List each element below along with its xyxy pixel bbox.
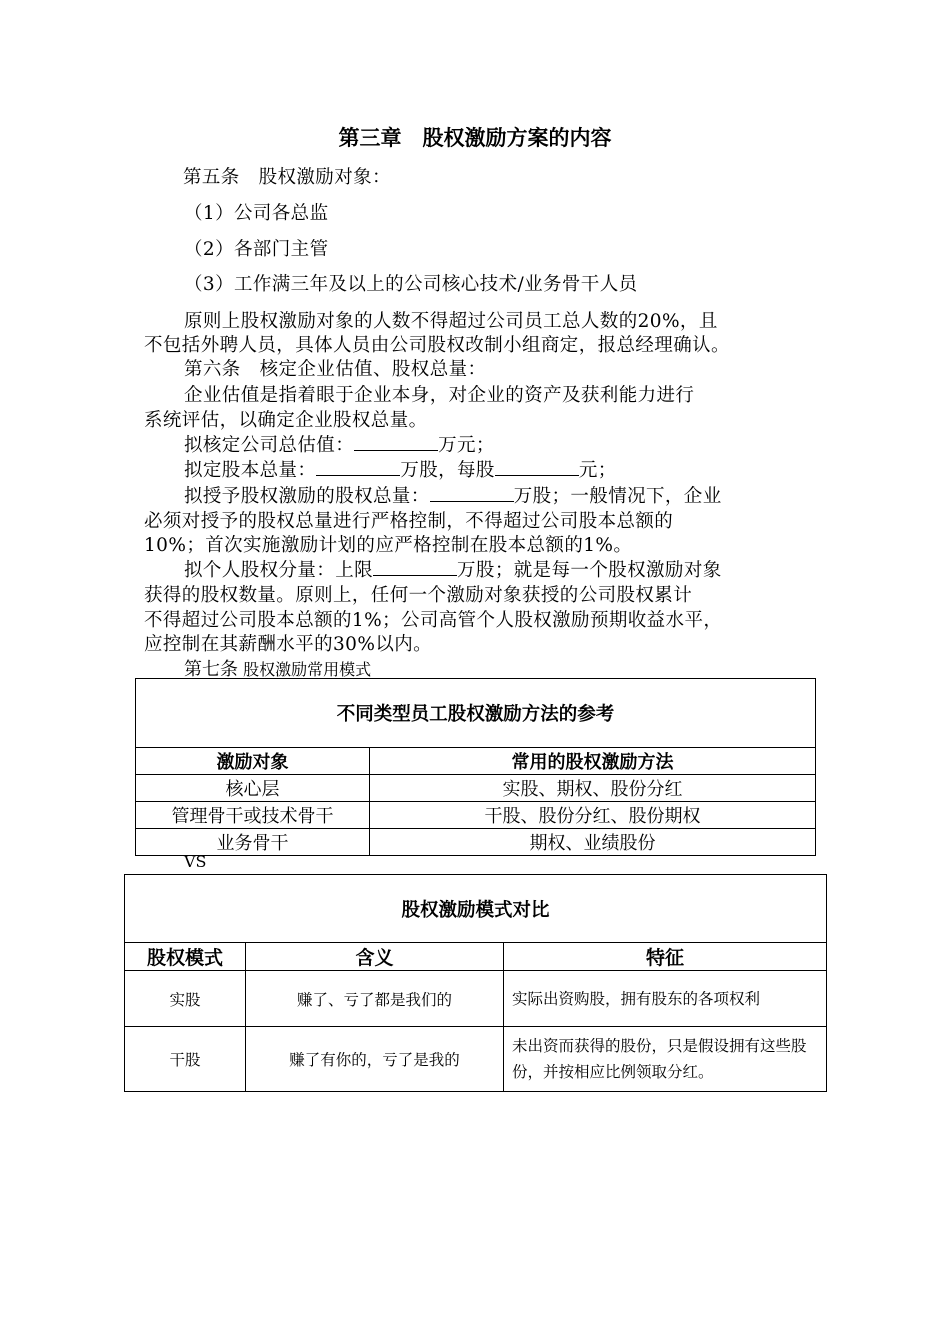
column-header: 常用的股权激励方法 — [370, 748, 816, 775]
list-item: （1）公司各总监 — [184, 203, 329, 224]
unit: 元； — [578, 460, 617, 481]
article-6-heading: 第六条 核定企业估值、股权总量： — [184, 359, 487, 380]
paragraph-line: 系统评估，以确定企业股权总量。 — [144, 410, 428, 431]
table-caption: 股权激励模式对比 — [125, 875, 827, 943]
table-cell: 实股 — [125, 971, 246, 1027]
label: 拟授予股权激励的股权总量： — [184, 486, 430, 507]
share-capital-line — [184, 456, 617, 482]
individual-share-line — [184, 556, 722, 582]
paragraph-line: 10%；首次实施激励计划的应严格控制在股本总额的1%。 — [144, 535, 633, 556]
text: 万股；就是每一个股权激励对象 — [457, 560, 722, 581]
valuation-line — [184, 431, 495, 457]
table-cell: 赚了、亏了都是我们的 — [246, 971, 504, 1027]
table-cell: 管理骨干或技术骨干 — [136, 802, 370, 829]
table-row — [125, 971, 827, 1027]
fill-in-blank[interactable] — [354, 432, 438, 451]
column-header: 激励对象 — [136, 748, 370, 775]
vs-label: VS — [184, 852, 207, 871]
chapter-title: 第三章 股权激励方案的内容 — [338, 126, 612, 150]
label: 拟个人股权分量：上限 — [184, 560, 374, 581]
table-row — [136, 802, 816, 829]
paragraph-line: 不得超过公司股本总额的1%；公司高管个人股权激励预期收益水平， — [144, 610, 723, 631]
table-cell: 干股、股份分红、股份期权 — [370, 802, 816, 829]
paragraph-line: 应控制在其薪酬水平的30%以内。 — [144, 634, 433, 655]
table-cell: 业务骨干 — [136, 829, 370, 856]
unit: 万股，每股 — [400, 460, 495, 481]
paragraph-line: 不包括外聘人员，具体人员由公司股权改制小组商定，报总经理确认。 — [144, 335, 730, 356]
table-row — [136, 775, 816, 802]
table-cell: 未出资而获得的股份，只是假设拥有这些股份，并按相应比例领取分红。 — [504, 1027, 827, 1092]
label: 拟定股本总量： — [184, 460, 317, 481]
incentive-mode-comparison-table — [124, 874, 827, 1092]
fill-in-blank[interactable] — [373, 557, 457, 576]
unit: 万元； — [438, 435, 495, 456]
table-cell: 核心层 — [136, 775, 370, 802]
column-header: 股权模式 — [125, 943, 246, 971]
column-header: 特征 — [504, 943, 827, 971]
table-cell: 实股、期权、股份分红 — [370, 775, 816, 802]
paragraph-line: 必须对授予的股权总量进行严格控制，不得超过公司股本总额的 — [144, 511, 674, 532]
table-caption: 不同类型员工股权激励方法的参考 — [136, 679, 816, 748]
table-cell: 期权、业绩股份 — [370, 829, 816, 856]
paragraph-line: 原则上股权激励对象的人数不得超过公司员工总人数的20%，且 — [184, 311, 718, 332]
article-title: 股权激励常用模式 — [243, 660, 372, 679]
fill-in-blank[interactable] — [430, 483, 514, 502]
fill-in-blank[interactable] — [316, 457, 400, 476]
grant-total-line — [184, 482, 722, 508]
table-row — [136, 829, 816, 856]
column-header: 含义 — [246, 943, 504, 971]
table-row — [125, 1027, 827, 1092]
table-cell: 干股 — [125, 1027, 246, 1092]
table-cell: 赚了有你的，亏了是我的 — [246, 1027, 504, 1092]
paragraph-line: 获得的股权数量。原则上，任何一个激励对象获授的公司股权累计 — [144, 585, 693, 606]
list-item: （3）工作满三年及以上的公司核心技术/业务骨干人员 — [184, 274, 638, 295]
article-5-heading: 第五条 股权激励对象： — [183, 167, 391, 188]
article-number: 第七条 — [184, 659, 238, 680]
fill-in-blank[interactable] — [495, 457, 579, 476]
paragraph-line: 企业估值是指着眼于企业本身，对企业的资产及获利能力进行 — [184, 385, 695, 406]
text: 万股；一般情况下，企业 — [513, 486, 722, 507]
label: 拟核定公司总估值： — [184, 435, 355, 456]
table-cell: 实际出资购股，拥有股东的各项权利 — [504, 971, 827, 1027]
list-item: （2）各部门主管 — [184, 239, 329, 260]
employee-incentive-table — [135, 678, 816, 856]
